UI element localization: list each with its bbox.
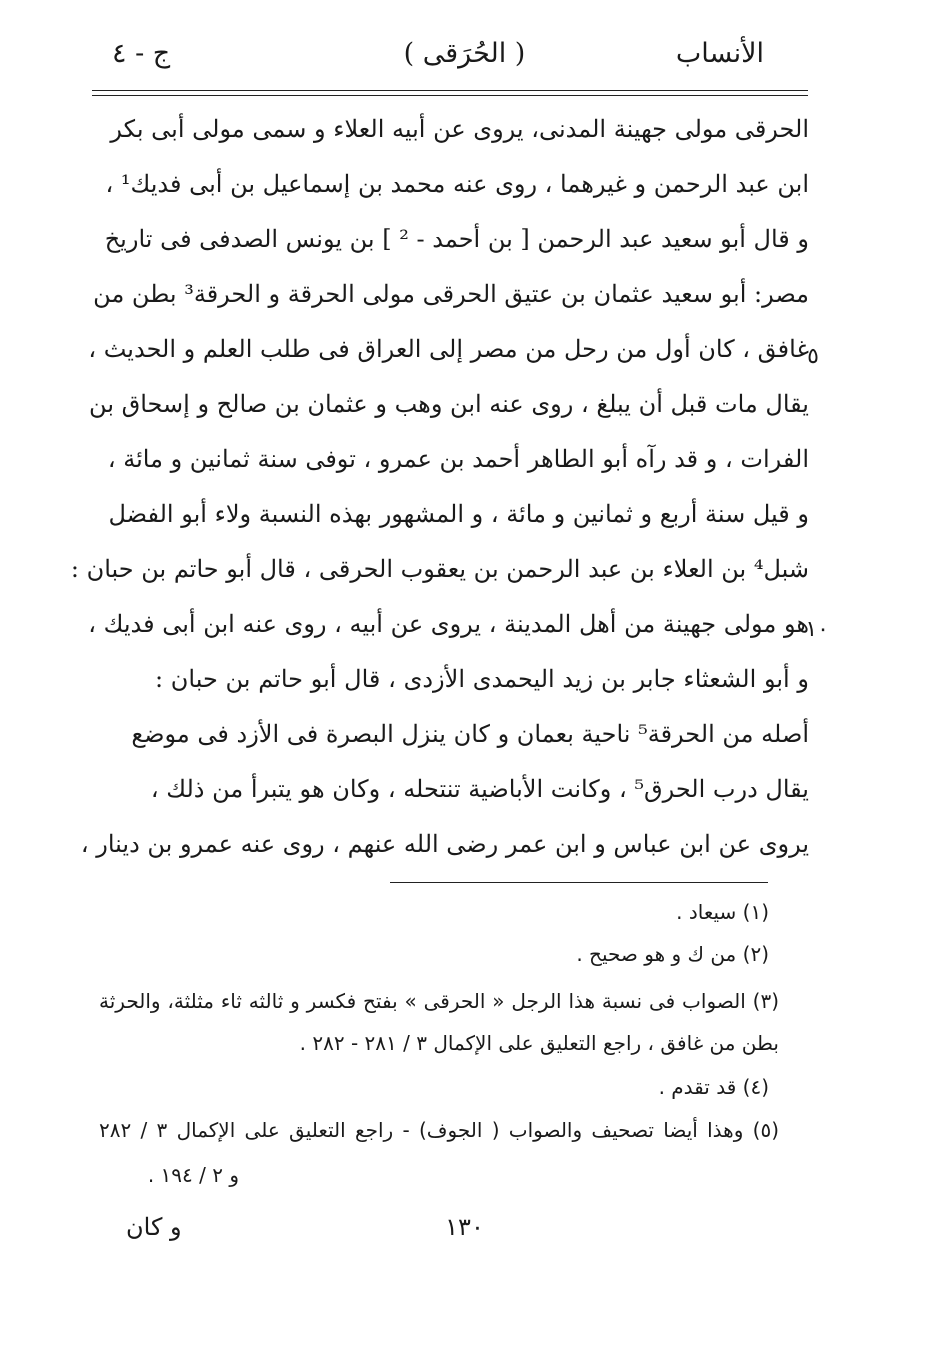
footnote-4: (٤) قد تقدم . (658, 1075, 769, 1099)
body-line-1: الحرقى مولى جهينة المدنى، يروى عن أبيه العلاء و سمى مولى أبى بكر (110, 115, 809, 143)
body-line-5: غافق ، كان أول من رحل من مصر إلى العراق فى طلب العلم و الحديث ، (88, 335, 809, 363)
body-line-8: و قيل سنة أربع و ثمانين و مائة ، و المشهور بهذه النسبة ولاء أبو الفضل (108, 500, 809, 528)
header-rule-bottom (92, 95, 808, 96)
footnote-5-line-1: (٥) وهذا أيضا تصحيف والصواب ( الجوف) - راجع التعليق على الإكمال ٣ / ٢٨٢ (99, 1118, 780, 1142)
body-line-4: مصر: أبو سعيد عثمان بن عتيق الحرقى مولى الحرقة و الحرقة³ بطن من (93, 280, 809, 308)
body-line-12: أصله من الحرقة⁵ ناحية بعمان و كان ينزل البصرة فى الأزد فى موضع (131, 720, 809, 748)
body-line-13: يقال درب الحرق⁵ ، وكانت الأباضية تنتحله ، وكان هو يتبرأ من ذلك ، (150, 775, 809, 803)
footnote-3-line-1: (٣) الصواب فى نسبة هذا الرجل « الحرقى » بفتح فكسر و ثالثه ثاء مثلثة، والحرثة (99, 989, 779, 1013)
running-header-entry-title: ( الحُرَقى ) (403, 38, 526, 69)
footnote-2: (٢) من ك و هو صحيح . (576, 942, 769, 966)
line-number-10: ١٠ (805, 617, 829, 642)
footnote-5-line-2: و ٢ / ١٩٤ . (147, 1163, 239, 1187)
body-line-10: هو مولى جهينة من أهل المدينة ، يروى عن أبيه ، روى عنه ابن أبى فديك ، (88, 610, 809, 638)
body-line-11: و أبو الشعثاء جابر بن زيد اليحمدى الأزدى ، قال أبو حاتم بن حبان : (155, 665, 809, 693)
page-number: ١٣٠ (445, 1213, 484, 1241)
body-line-7: الفرات ، و قد رآه أبو الطاهر أحمد بن عمرو ، توفى سنة ثمانين و مائة ، (107, 445, 809, 473)
body-line-9: شبل⁴ بن العلاء بن عبد الرحمن بن يعقوب الحرقى ، قال أبو حاتم بن حبان : (70, 555, 809, 583)
footnote-separator (390, 882, 768, 883)
running-header-book-title: الأنساب (675, 38, 764, 69)
body-line-14: يروى عن ابن عباس و ابن عمر رضى الله عنهم ، روى عنه عمرو بن دينار ، (80, 830, 809, 858)
running-header-volume: ج - ٤ (112, 38, 171, 69)
body-line-2: ابن عبد الرحمن و غيرهما ، روى عنه محمد بن إسماعيل بن أبى فديك¹ ، (105, 170, 809, 198)
body-line-3: و قال أبو سعيد عبد الرحمن [ بن أحمد - ² ] بن يونس الصدفى فى تاريخ (104, 225, 809, 253)
header-rule-top (92, 90, 808, 91)
catchword: و كان (126, 1213, 182, 1241)
line-number-5: ٥ (807, 344, 819, 369)
footnote-1: (١) سيعاد . (676, 900, 769, 924)
body-line-6: يقال مات قبل أن يبلغ ، روى عنه ابن وهب و عثمان بن صالح و إسحاق بن (89, 390, 809, 418)
footnote-3-line-2: بطن من غافق ، راجع التعليق على الإكمال ٣ / ٢٨١ - ٢٨٢ . (299, 1031, 779, 1055)
